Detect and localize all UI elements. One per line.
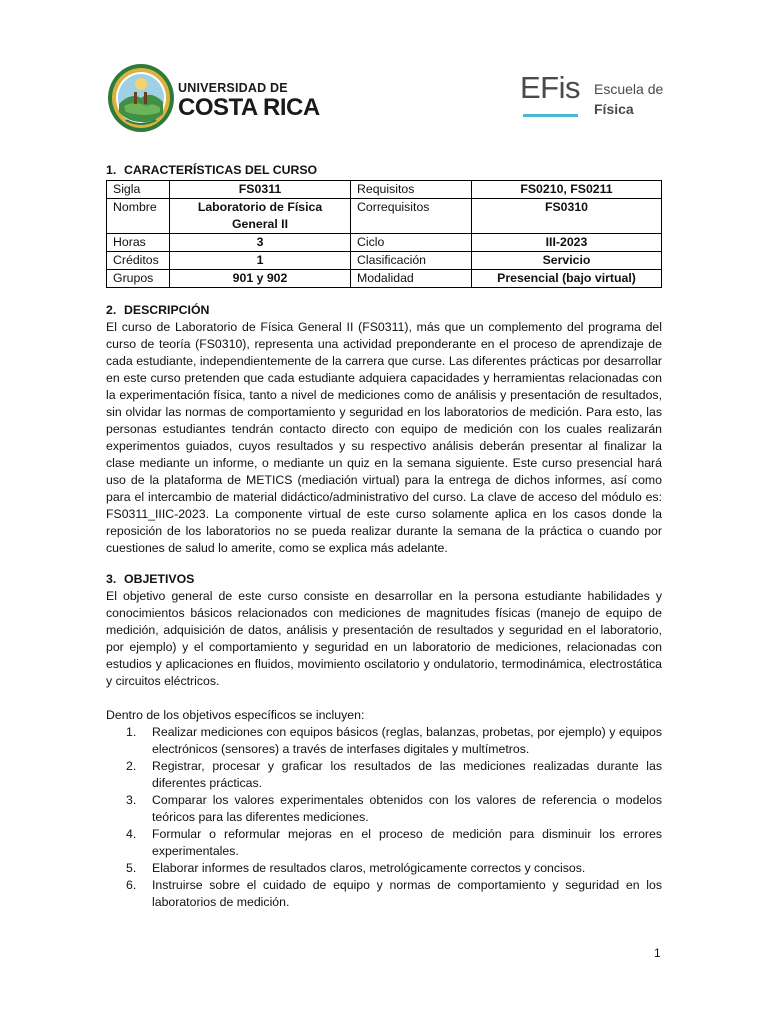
objective-number: 2.	[126, 759, 137, 773]
course-info-row	[107, 270, 662, 288]
objective-text: Elaborar informes de resultados claros, metrológicamente correctos y concisos.	[152, 861, 586, 875]
course-info-row	[107, 181, 662, 199]
objective-item	[106, 860, 662, 877]
info-value: III-2023	[472, 234, 662, 252]
info-value: FS0210, FS0211	[472, 181, 662, 199]
objective-number: 4.	[126, 827, 137, 841]
section-3-heading	[106, 571, 662, 588]
info-value: Laboratorio de Física General II	[170, 199, 351, 234]
section-2-heading	[106, 302, 662, 319]
efis-logo	[520, 72, 670, 120]
efis-wordmark: EFis	[520, 70, 580, 105]
section-1-title: CARACTERÍSTICAS DEL CURSO	[124, 163, 318, 177]
info-value: Presencial (bajo virtual)	[472, 270, 662, 288]
course-info-table	[106, 180, 662, 288]
info-value: 901 y 902	[170, 270, 351, 288]
specific-objectives-list	[106, 724, 662, 911]
info-label: Clasificación	[351, 252, 472, 270]
objective-text: Instruirse sobre el cuidado de equipo y normas de comportamiento y seguridad en los laboratorios de medición.	[152, 878, 662, 909]
info-label: Sigla	[107, 181, 170, 199]
objective-text: Registrar, procesar y graficar los resultados de las mediciones realizadas durante las diferentes prácticas.	[152, 759, 662, 790]
info-label: Modalidad	[351, 270, 472, 288]
info-value: FS0311	[170, 181, 351, 199]
info-value: 3	[170, 234, 351, 252]
efis-accent-bar	[523, 114, 578, 117]
objective-item	[106, 877, 662, 911]
course-info-row	[107, 234, 662, 252]
efis-subtitle-line1: Escuela de	[594, 81, 664, 97]
objective-item	[106, 792, 662, 826]
info-label: Horas	[107, 234, 170, 252]
section-2-number: 2.	[106, 303, 117, 317]
description-paragraph: El curso de Laboratorio de Física General II (FS0311), más que un complemento del programa del curso de teoría (FS0310), representa una actividad preponderante en el proceso de aprendizaje de cada estudiante, independientemente de la carrera que curse. Las diferentes prácticas por desarrollar en este curso pretenden que cada estudiante adquiera capacidades y herramientas relacionadas con la experimentación física, tanto a nivel de mediciones como de análisis y presentación de resultados, sin olvidar las normas de comportamiento y seguridad en los laboratorios de medición. Para esto, las personas estudiantes tendrán contacto directo con equipo de medición con los cuales realizarán experimentos guiados, cuyos resultados y su respectivo análisis deberán presentar al finalizar la clase mediante un informe, o mediante un quiz en la semana siguiente. Este curso presencial hará uso de la plataforma de METICS (mediación virtual) para la entrega de dichos informes, así como para el intercambio de material didáctico/administrativo del curso. La clave de acceso del módulo es: FS0311_IIIC-2023. La componente virtual de este curso solamente aplica en los casos donde la reposición de los laboratorios no se pueda realizar durante la semana de la práctica o cuando por cuestiones de salud lo amerite, como se explica más adelante.	[106, 320, 662, 555]
section-3-title: OBJETIVOS	[124, 572, 195, 586]
ucr-logo	[106, 62, 320, 137]
general-objective-paragraph: El objetivo general de este curso consiste en desarrollar en la persona estudiante habilidades y conocimientos básicos relacionados con mediciones de magnitudes físicas (manejo de equipo de medición, adquisición de datos, análisis y presentación de resultados y seguridad en el laboratorio, por ejemplo) y el comportamiento y seguridad en un laboratorio de mediciones, relacionadas con estudios y aplicaciones en fluidos, movimiento oscilatorio y ondulatorio, termodinámica, electrostática y circuitos eléctricos.	[106, 589, 662, 688]
info-value: FS0310	[472, 199, 662, 234]
efis-subtitle-line2: Física	[594, 101, 634, 117]
section-2-title: DESCRIPCIÓN	[124, 303, 210, 317]
document-body	[106, 162, 662, 911]
course-info-row	[107, 199, 662, 234]
objective-text: Comparar los valores experimentales obtenidos con los valores de referencia o modelos teóricos para las diferentes mediciones.	[152, 793, 662, 824]
info-label: Nombre	[107, 199, 170, 234]
objective-text: Formular o reformular mejoras en el proceso de medición para disminuir los errores experimentales.	[152, 827, 662, 858]
objective-item	[106, 826, 662, 860]
objective-number: 6.	[126, 878, 137, 892]
course-info-row	[107, 252, 662, 270]
page-number: 1	[654, 946, 661, 960]
objective-text: Realizar mediciones con equipos básicos (reglas, balanzas, probetas, por ejemplo) y equipos electrónicos (sensores) a través de interfases digitales y multímetros.	[152, 725, 662, 756]
objective-number: 1.	[126, 725, 137, 739]
objective-number: 5.	[126, 861, 137, 875]
section-3-number: 3.	[106, 572, 117, 586]
info-label: Créditos	[107, 252, 170, 270]
ucr-seal-icon	[106, 62, 176, 134]
section-1-number: 1.	[106, 163, 117, 177]
section-1-heading	[106, 162, 662, 179]
ucr-name-line1: UNIVERSIDAD DE	[178, 81, 288, 95]
info-label: Grupos	[107, 270, 170, 288]
ucr-name-line2: COSTA RICA	[178, 93, 320, 121]
objective-number: 3.	[126, 793, 137, 807]
info-label: Requisitos	[351, 181, 472, 199]
info-label: Ciclo	[351, 234, 472, 252]
objective-item	[106, 758, 662, 792]
specific-objectives-intro: Dentro de los objetivos específicos se incluyen:	[106, 708, 365, 722]
info-value: 1	[170, 252, 351, 270]
info-value: Servicio	[472, 252, 662, 270]
info-label: Correquisitos	[351, 199, 472, 234]
objective-item	[106, 724, 662, 758]
